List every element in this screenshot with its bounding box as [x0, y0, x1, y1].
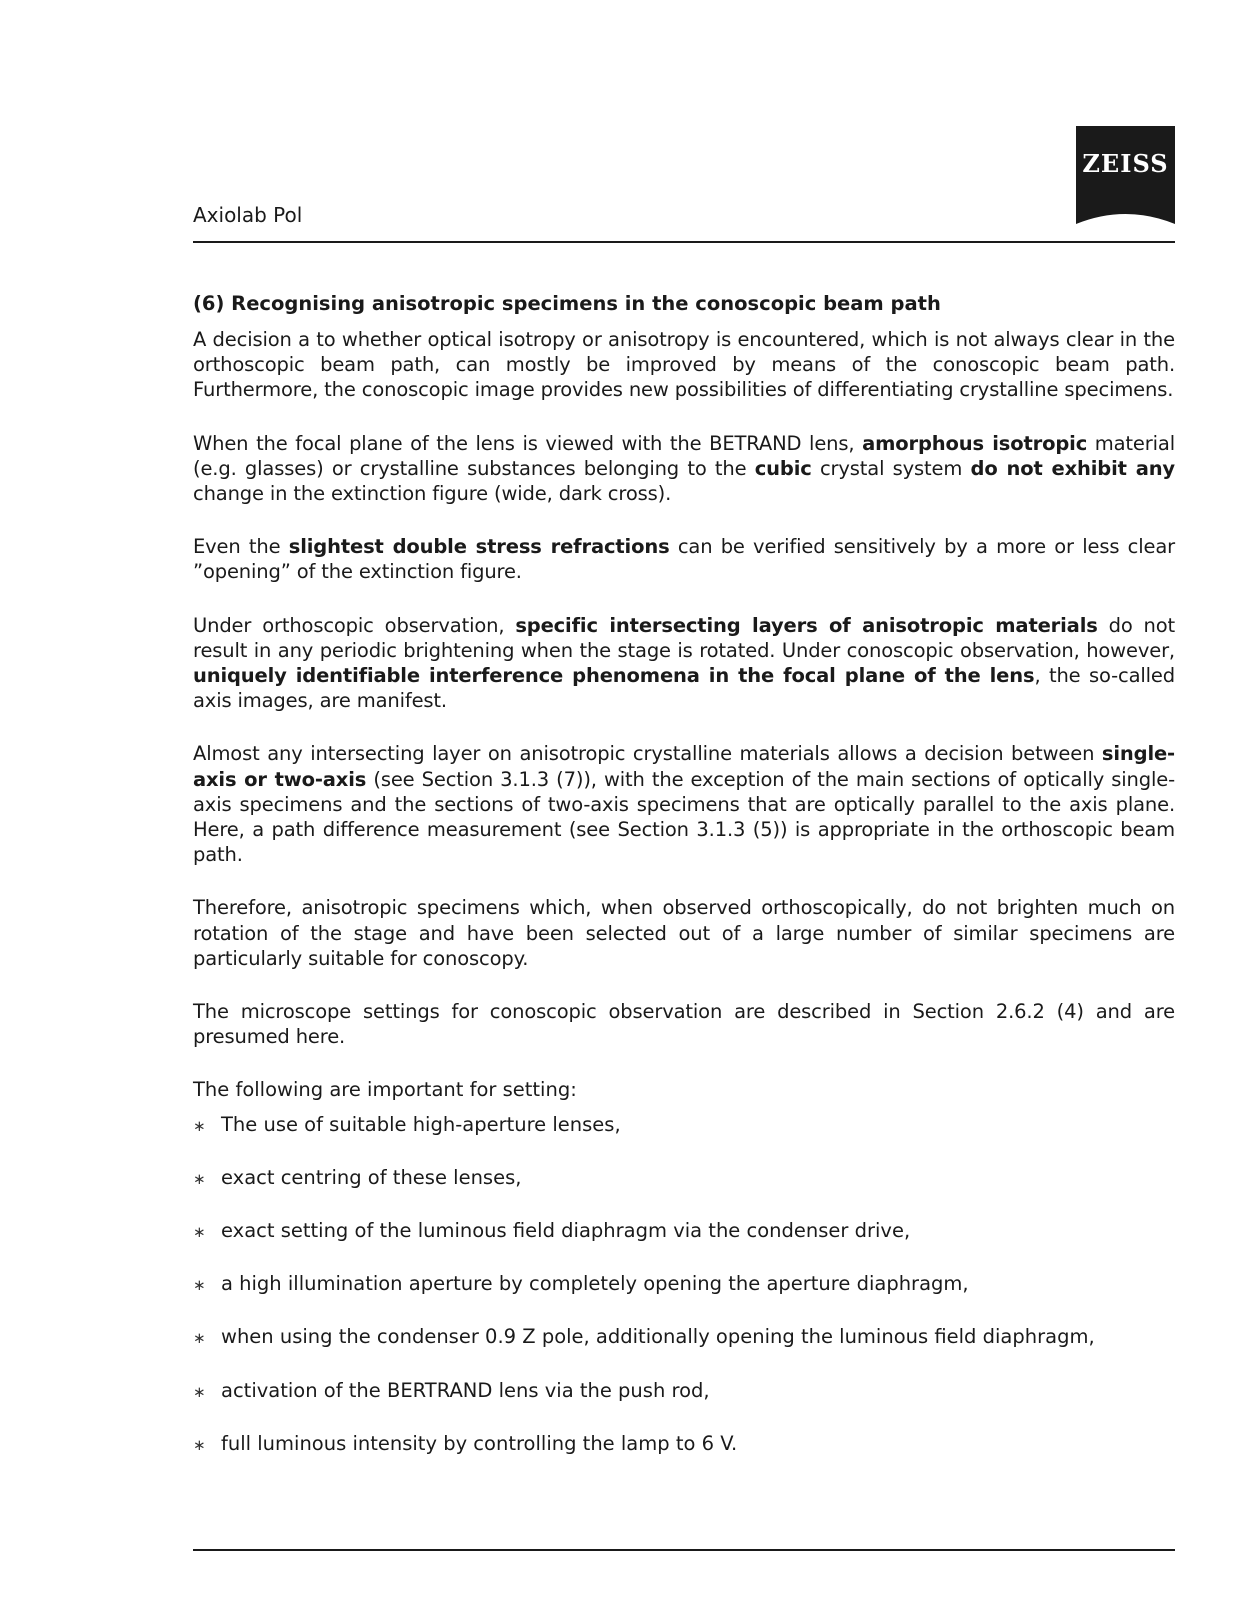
- bold-text: do not exhibit any: [970, 456, 1175, 480]
- bold-text: cubic: [754, 456, 812, 480]
- list-item-text: a high illumination aperture by completely opening the aperture diaphragm,: [221, 1272, 969, 1296]
- bold-text: single-axis or two-axis: [193, 742, 1175, 791]
- text-run: can be verified sensitively by a more or less clear ”opening” of the extinction figure.: [193, 535, 1175, 584]
- text-run: Even the: [193, 535, 289, 559]
- list-item: [193, 1271, 1175, 1324]
- text-run: When the focal plane of the lens is viewed with the BETRAND lens,: [193, 431, 863, 455]
- body-paragraph: [193, 613, 1175, 714]
- bold-text: slightest double stress refractions: [288, 535, 670, 559]
- svg-text:ZEISS: ZEISS: [1082, 149, 1169, 178]
- text-run: Therefore, anisotropic specimens which, when observed orthoscopically, do not brighten much on rotation of the stage and have been selected out of a large number of similar specimens are particularly suitable for conoscopy.: [193, 896, 1175, 970]
- list-intro: The following are important for setting:: [193, 1078, 577, 1102]
- list-item-text: when using the condenser 0.9 Z pole, additionally opening the luminous field diaphragm,: [221, 1325, 1095, 1349]
- text-run: (see Section 3.1.3 (7)), with the exception of the main sections of optically single-axis specimens and the sections of two-axis specimens that are optically parallel to the axis plane. Here, a path difference measurement (see Section 3.1.3 (5)) is appropriate in the orthoscopic beam path.: [193, 767, 1175, 867]
- body-paragraph: [193, 534, 1175, 584]
- asterisk-bullet-icon: ∗: [193, 1223, 206, 1242]
- list-item-text: exact setting of the luminous field diaphragm via the condenser drive,: [221, 1219, 911, 1243]
- text-run: Almost any intersecting layer on anisotropic crystalline materials allows a decision between: [193, 742, 1102, 766]
- asterisk-bullet-icon: ∗: [193, 1329, 206, 1348]
- asterisk-bullet-icon: ∗: [193, 1382, 206, 1401]
- section-heading: (6) Recognising anisotropic specimens in the conoscopic beam path: [193, 292, 941, 315]
- list-item: [193, 1431, 1175, 1484]
- settings-bullet-list: [193, 1112, 1175, 1484]
- list-item-text: activation of the BERTRAND lens via the push rod,: [221, 1378, 710, 1402]
- list-item: [193, 1324, 1175, 1377]
- text-run: The microscope settings for conoscopic observation are described in Section 2.6.2 (4) and are presumed here.: [193, 1000, 1175, 1049]
- asterisk-bullet-icon: ∗: [193, 1116, 206, 1135]
- text-run: , the so-called axis images, are manifest.: [193, 664, 1176, 713]
- body-paragraph: [193, 327, 1175, 403]
- bold-text: uniquely identifiable interference phenomena in the focal plane of the lens: [193, 664, 1035, 688]
- body-paragraph: [193, 741, 1175, 867]
- asterisk-bullet-icon: ∗: [193, 1276, 206, 1295]
- list-item: [193, 1218, 1175, 1271]
- asterisk-bullet-icon: ∗: [193, 1435, 206, 1454]
- text-run: do not result in any periodic brightening when the stage is rotated. Under conoscopic observation, however,: [193, 613, 1176, 662]
- text-run: material (e.g. glasses) or crystalline substances belonging to the: [193, 431, 1175, 480]
- bold-text: specific intersecting layers of anisotropic materials: [515, 613, 1098, 637]
- zeiss-logo-icon: [1076, 126, 1175, 224]
- text-run: crystal system: [811, 456, 971, 480]
- list-item: [193, 1378, 1175, 1431]
- document-title: Axiolab Pol: [193, 203, 303, 227]
- text-run: Under orthoscopic observation,: [193, 613, 516, 637]
- list-item: [193, 1165, 1175, 1218]
- header-divider: [193, 241, 1175, 243]
- list-item-text: The use of suitable high-aperture lenses,: [221, 1112, 621, 1136]
- body-paragraph: [193, 431, 1175, 507]
- text-run: change in the extinction figure (wide, dark cross).: [193, 482, 672, 506]
- bold-text: amorphous isotropic: [862, 431, 1088, 455]
- text-run: A decision a to whether optical isotropy or anisotropy is encountered, which is not always clear in the orthoscopic beam path, can mostly be improved by means of the conoscopic beam path. Furthermore, the conoscopic image provides new possibilities of differentiating crystalline specimens.: [193, 328, 1175, 402]
- list-item-text: full luminous intensity by controlling the lamp to 6 V.: [221, 1431, 738, 1455]
- list-item: [193, 1112, 1175, 1165]
- section-content: [193, 290, 1175, 1484]
- footer-divider: [193, 1549, 1175, 1551]
- paragraph-list: [193, 327, 1175, 1049]
- asterisk-bullet-icon: ∗: [193, 1169, 206, 1188]
- list-item-text: exact centring of these lenses,: [221, 1165, 522, 1189]
- body-paragraph: [193, 999, 1175, 1049]
- body-paragraph: [193, 895, 1175, 971]
